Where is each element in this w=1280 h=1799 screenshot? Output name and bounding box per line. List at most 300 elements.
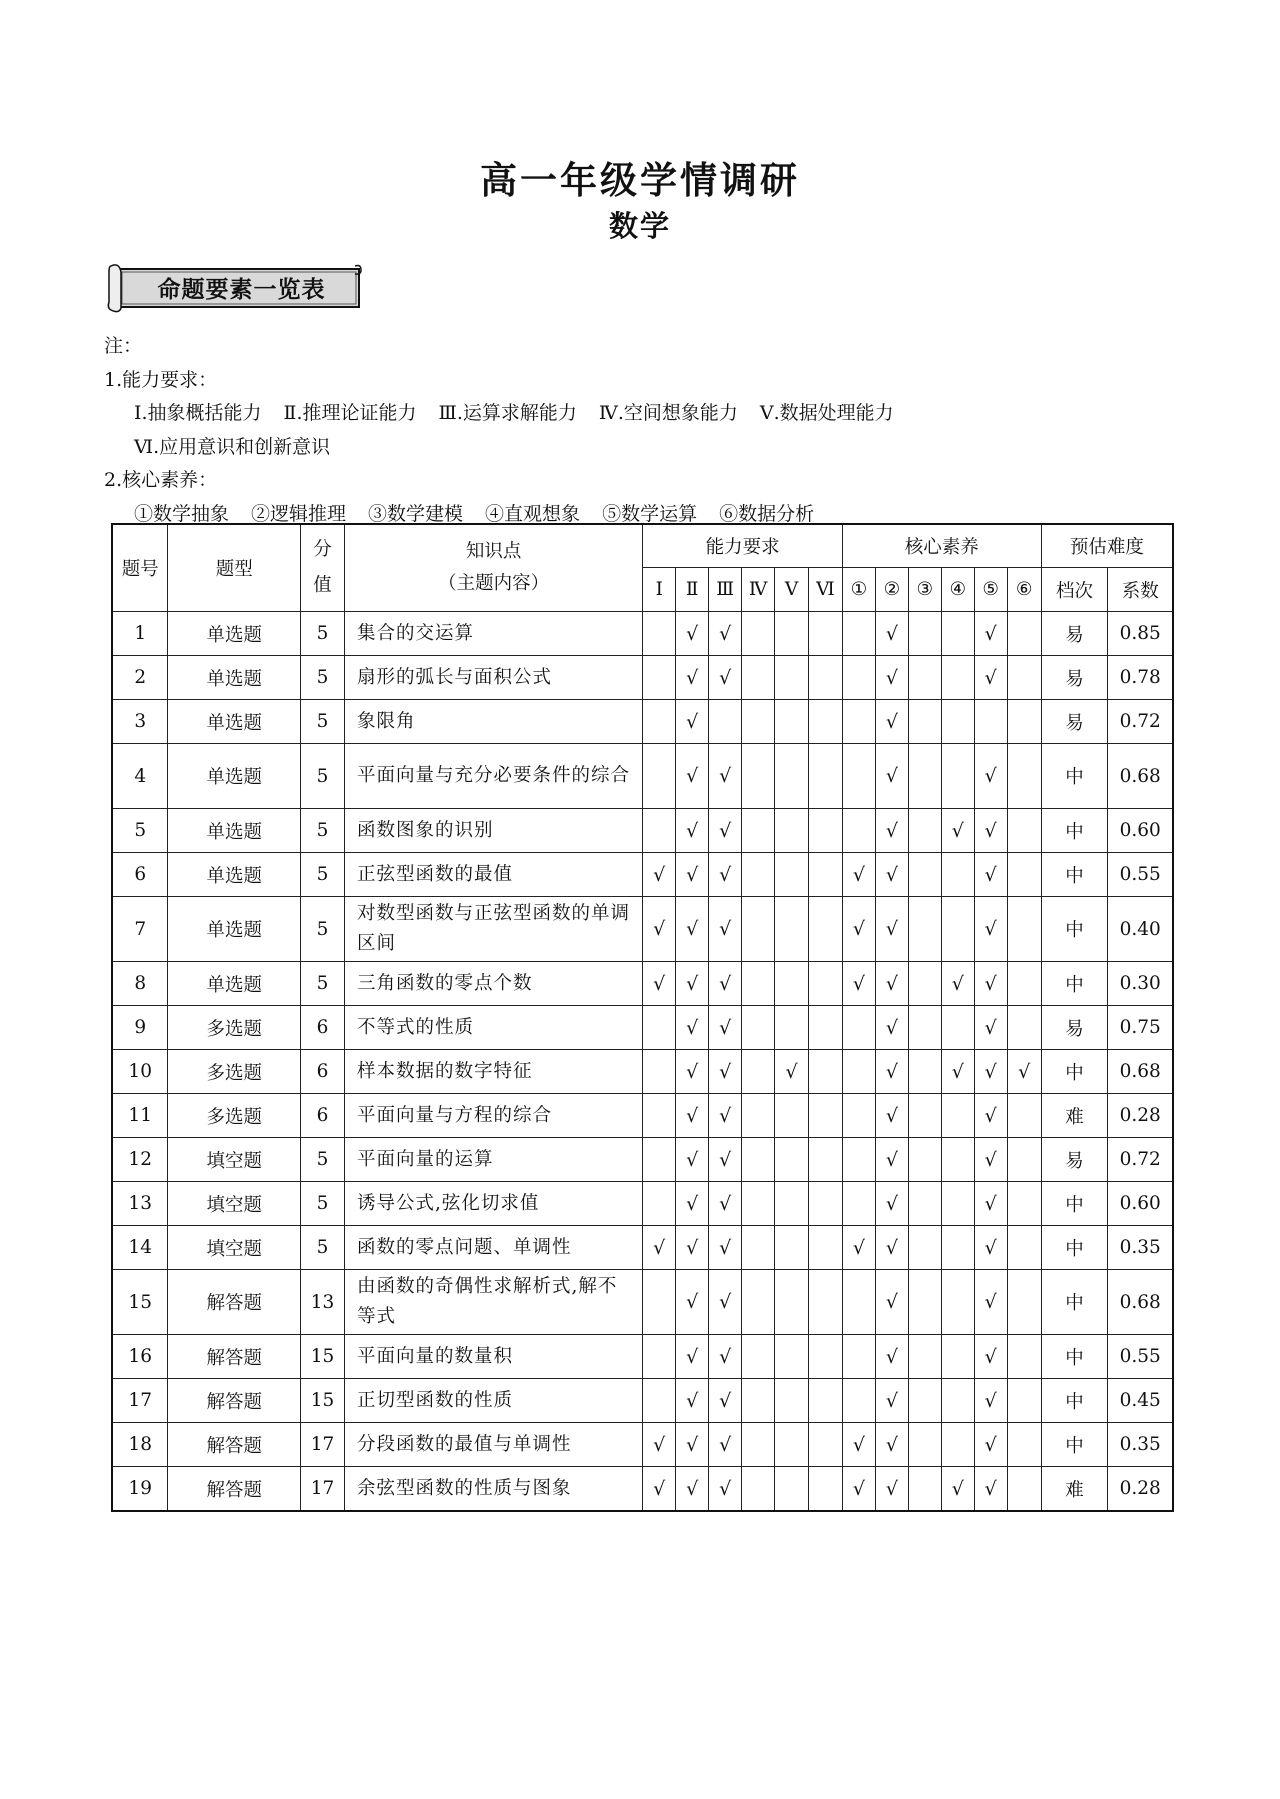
cell-coef: 0.45	[1108, 1379, 1173, 1423]
check-mark: √	[875, 1094, 908, 1138]
table-row	[112, 612, 1173, 656]
cell-literacy	[941, 1270, 974, 1335]
check-mark: √	[676, 744, 709, 809]
check-mark: √	[709, 1138, 742, 1182]
cell-ability	[742, 1006, 775, 1050]
cell-score: 15	[301, 1379, 345, 1423]
cell-type: 解答题	[168, 1379, 301, 1423]
header-level: 档次	[1041, 568, 1108, 612]
cell-literacy	[842, 1182, 875, 1226]
cell-ability	[775, 1226, 809, 1270]
cell-literacy	[1007, 1138, 1041, 1182]
cell-literacy	[941, 1094, 974, 1138]
cell-num: 10	[112, 1050, 168, 1094]
table-row	[112, 1138, 1173, 1182]
cell-coef: 0.55	[1108, 853, 1173, 897]
header-topic-main: 知识点	[465, 541, 522, 562]
check-mark: √	[974, 744, 1007, 809]
cell-score: 5	[301, 612, 345, 656]
cell-literacy	[842, 744, 875, 809]
check-mark: √	[643, 1467, 676, 1512]
table-row	[112, 656, 1173, 700]
check-mark: √	[842, 853, 875, 897]
literacy-item: ②逻辑推理	[251, 502, 347, 525]
cell-literacy	[1007, 853, 1041, 897]
header-ability-col: Ⅱ	[676, 568, 709, 612]
check-mark: √	[709, 1006, 742, 1050]
cell-type: 单选题	[168, 700, 301, 744]
cell-ability	[742, 744, 775, 809]
cell-type: 单选题	[168, 744, 301, 809]
check-mark: √	[875, 962, 908, 1006]
cell-literacy	[1007, 1467, 1041, 1512]
cell-num: 4	[112, 744, 168, 809]
cell-level: 中	[1041, 1050, 1108, 1094]
cell-literacy	[908, 656, 941, 700]
table-row	[112, 1335, 1173, 1379]
notes-section	[104, 330, 916, 531]
check-mark: √	[875, 1467, 908, 1512]
cell-ability	[808, 897, 842, 962]
cell-score: 6	[301, 1094, 345, 1138]
check-mark: √	[842, 1226, 875, 1270]
cell-ability	[742, 1270, 775, 1335]
header-literacy-col: ②	[875, 568, 908, 612]
cell-literacy	[908, 700, 941, 744]
cell-num: 14	[112, 1226, 168, 1270]
cell-ability	[643, 700, 676, 744]
cell-literacy	[1007, 962, 1041, 1006]
cell-score: 5	[301, 700, 345, 744]
check-mark: √	[875, 1050, 908, 1094]
cell-ability	[775, 1138, 809, 1182]
cell-ability	[808, 962, 842, 1006]
check-mark: √	[974, 962, 1007, 1006]
cell-num: 13	[112, 1182, 168, 1226]
cell-level: 易	[1041, 612, 1108, 656]
literacy-item: ⑥数据分析	[719, 502, 815, 525]
cell-ability	[709, 700, 742, 744]
cell-topic: 诱导公式,弦化切求值	[345, 1182, 643, 1226]
header-literacy-col: ①	[842, 568, 875, 612]
check-mark: √	[709, 1094, 742, 1138]
cell-literacy	[842, 1138, 875, 1182]
cell-ability	[742, 1379, 775, 1423]
check-mark: √	[875, 656, 908, 700]
table-row	[112, 744, 1173, 809]
check-mark: √	[974, 1270, 1007, 1335]
cell-literacy	[842, 612, 875, 656]
cell-ability	[808, 1006, 842, 1050]
cell-topic: 函数的零点问题、单调性	[345, 1226, 643, 1270]
cell-level: 中	[1041, 1379, 1108, 1423]
check-mark: √	[875, 612, 908, 656]
cell-literacy	[941, 1335, 974, 1379]
cell-ability	[775, 1423, 809, 1467]
ability-heading: 1.能力要求：	[104, 368, 218, 391]
cell-coef: 0.28	[1108, 1467, 1173, 1512]
check-mark: √	[941, 1050, 974, 1094]
ability-item: Ⅰ.抽象概括能力	[134, 402, 262, 424]
cell-literacy	[908, 962, 941, 1006]
cell-literacy	[941, 1379, 974, 1423]
header-ability-col: Ⅳ	[742, 568, 775, 612]
cell-literacy	[1007, 1182, 1041, 1226]
cell-type: 解答题	[168, 1423, 301, 1467]
cell-ability	[742, 853, 775, 897]
cell-topic: 平面向量的数量积	[345, 1335, 643, 1379]
cell-coef: 0.28	[1108, 1094, 1173, 1138]
check-mark: √	[974, 1335, 1007, 1379]
check-mark: √	[676, 809, 709, 853]
ability-item: Ⅱ.推理论证能力	[283, 402, 417, 424]
cell-literacy	[941, 700, 974, 744]
check-mark: √	[709, 656, 742, 700]
cell-literacy	[1007, 656, 1041, 700]
header-literacy-col: ⑥	[1007, 568, 1041, 612]
table-row	[112, 1094, 1173, 1138]
cell-literacy	[1007, 612, 1041, 656]
cell-score: 13	[301, 1270, 345, 1335]
cell-level: 中	[1041, 853, 1108, 897]
cell-type: 解答题	[168, 1270, 301, 1335]
literacy-heading: 2.核心素养：	[104, 469, 218, 491]
cell-literacy	[842, 1335, 875, 1379]
cell-ability	[643, 1006, 676, 1050]
check-mark: √	[676, 1138, 709, 1182]
cell-literacy	[842, 1094, 875, 1138]
header-ability: 能力要求	[643, 524, 843, 568]
cell-literacy	[941, 1226, 974, 1270]
header-ability-col: Ⅴ	[775, 568, 809, 612]
cell-type: 单选题	[168, 656, 301, 700]
check-mark: √	[842, 1467, 875, 1512]
cell-literacy	[1007, 809, 1041, 853]
cell-literacy	[842, 1006, 875, 1050]
cell-topic: 正弦型函数的最值	[345, 853, 643, 897]
check-mark: √	[974, 1226, 1007, 1270]
header-type: 题型	[168, 524, 301, 612]
cell-ability	[742, 1138, 775, 1182]
cell-coef: 0.72	[1108, 1138, 1173, 1182]
check-mark: √	[875, 700, 908, 744]
cell-type: 单选题	[168, 962, 301, 1006]
table-row	[112, 1467, 1173, 1512]
check-mark: √	[875, 1138, 908, 1182]
table-row	[112, 1182, 1173, 1226]
cell-score: 17	[301, 1467, 345, 1512]
check-mark: √	[1007, 1050, 1041, 1094]
cell-score: 5	[301, 1138, 345, 1182]
cell-literacy	[1007, 700, 1041, 744]
check-mark: √	[676, 1006, 709, 1050]
check-mark: √	[676, 1094, 709, 1138]
cell-literacy	[908, 1094, 941, 1138]
check-mark: √	[875, 1379, 908, 1423]
check-mark: √	[709, 744, 742, 809]
cell-literacy	[908, 1270, 941, 1335]
check-mark: √	[974, 853, 1007, 897]
check-mark: √	[974, 656, 1007, 700]
cell-ability	[808, 809, 842, 853]
cell-num: 5	[112, 809, 168, 853]
ability-item: Ⅳ.空间想象能力	[598, 402, 738, 424]
cell-num: 9	[112, 1006, 168, 1050]
check-mark: √	[676, 853, 709, 897]
cell-literacy	[908, 612, 941, 656]
check-mark: √	[974, 809, 1007, 853]
cell-type: 单选题	[168, 853, 301, 897]
check-mark: √	[875, 1226, 908, 1270]
cell-literacy	[908, 1379, 941, 1423]
check-mark: √	[875, 809, 908, 853]
table-row	[112, 962, 1173, 1006]
table-row	[112, 809, 1173, 853]
cell-ability	[775, 809, 809, 853]
cell-literacy	[908, 1226, 941, 1270]
cell-level: 难	[1041, 1094, 1108, 1138]
header-literacy-col: ③	[908, 568, 941, 612]
cell-num: 11	[112, 1094, 168, 1138]
cell-topic: 余弦型函数的性质与图象	[345, 1467, 643, 1512]
cell-ability	[742, 612, 775, 656]
cell-level: 中	[1041, 897, 1108, 962]
cell-literacy	[908, 1138, 941, 1182]
cell-level: 中	[1041, 744, 1108, 809]
header-ability-col: Ⅵ	[808, 568, 842, 612]
header-literacy-col: ④	[941, 568, 974, 612]
check-mark: √	[974, 1006, 1007, 1050]
header-literacy: 核心素养	[842, 524, 1041, 568]
cell-num: 16	[112, 1335, 168, 1379]
check-mark: √	[709, 1226, 742, 1270]
cell-type: 填空题	[168, 1226, 301, 1270]
cell-score: 15	[301, 1335, 345, 1379]
check-mark: √	[709, 1379, 742, 1423]
cell-literacy	[941, 656, 974, 700]
check-mark: √	[643, 962, 676, 1006]
check-mark: √	[974, 1138, 1007, 1182]
cell-num: 6	[112, 853, 168, 897]
cell-literacy	[908, 1467, 941, 1512]
cell-coef: 0.60	[1108, 809, 1173, 853]
cell-literacy	[842, 1270, 875, 1335]
header-ability-col: Ⅰ	[643, 568, 676, 612]
cell-num: 7	[112, 897, 168, 962]
cell-coef: 0.40	[1108, 897, 1173, 962]
cell-ability	[643, 809, 676, 853]
cell-topic: 平面向量与充分必要条件的综合	[345, 744, 643, 809]
cell-score: 17	[301, 1423, 345, 1467]
cell-ability	[643, 1379, 676, 1423]
header-coef: 系数	[1108, 568, 1173, 612]
cell-level: 中	[1041, 1182, 1108, 1226]
cell-num: 3	[112, 700, 168, 744]
check-mark: √	[709, 612, 742, 656]
check-mark: √	[875, 897, 908, 962]
cell-level: 中	[1041, 962, 1108, 1006]
check-mark: √	[875, 853, 908, 897]
check-mark: √	[643, 853, 676, 897]
cell-literacy	[941, 853, 974, 897]
cell-ability	[775, 1006, 809, 1050]
cell-ability	[742, 1423, 775, 1467]
cell-score: 5	[301, 1182, 345, 1226]
cell-ability	[742, 656, 775, 700]
cell-literacy	[908, 1182, 941, 1226]
check-mark: √	[974, 612, 1007, 656]
cell-ability	[643, 1335, 676, 1379]
cell-topic: 正切型函数的性质	[345, 1379, 643, 1423]
cell-ability	[808, 1182, 842, 1226]
cell-level: 中	[1041, 1226, 1108, 1270]
cell-literacy	[1007, 1335, 1041, 1379]
table-row	[112, 1423, 1173, 1467]
header-score	[301, 524, 345, 612]
cell-ability	[775, 700, 809, 744]
literacy-item: ①数学抽象	[134, 502, 230, 525]
check-mark: √	[974, 1379, 1007, 1423]
cell-literacy	[842, 656, 875, 700]
cell-coef: 0.68	[1108, 1050, 1173, 1094]
elements-table	[111, 523, 1174, 1512]
cell-ability	[643, 1138, 676, 1182]
cell-literacy	[1007, 897, 1041, 962]
banner-label: 命题要素一览表	[157, 277, 326, 303]
check-mark: √	[875, 1006, 908, 1050]
check-mark: √	[974, 1094, 1007, 1138]
notes-label: 注：	[104, 335, 143, 357]
cell-num: 19	[112, 1467, 168, 1512]
cell-ability	[808, 1226, 842, 1270]
literacy-item: ⑤数学运算	[602, 502, 698, 525]
cell-literacy	[1007, 1226, 1041, 1270]
cell-topic: 样本数据的数字特征	[345, 1050, 643, 1094]
check-mark: √	[941, 962, 974, 1006]
cell-score: 5	[301, 656, 345, 700]
cell-ability	[643, 1094, 676, 1138]
check-mark: √	[643, 1423, 676, 1467]
check-mark: √	[709, 1182, 742, 1226]
cell-topic: 分段函数的最值与单调性	[345, 1423, 643, 1467]
cell-ability	[742, 1335, 775, 1379]
cell-topic: 三角函数的零点个数	[345, 962, 643, 1006]
check-mark: √	[676, 1182, 709, 1226]
cell-score: 5	[301, 853, 345, 897]
table-row	[112, 853, 1173, 897]
cell-num: 8	[112, 962, 168, 1006]
cell-literacy	[941, 744, 974, 809]
check-mark: √	[676, 656, 709, 700]
cell-coef: 0.60	[1108, 1182, 1173, 1226]
cell-ability	[808, 1094, 842, 1138]
cell-literacy	[941, 1006, 974, 1050]
page-title: 高一年级学情调研	[480, 158, 800, 202]
cell-num: 18	[112, 1423, 168, 1467]
check-mark: √	[676, 1335, 709, 1379]
ability-item: Ⅴ.数据处理能力	[759, 402, 894, 424]
check-mark: √	[875, 1182, 908, 1226]
cell-ability	[808, 656, 842, 700]
cell-literacy	[941, 1423, 974, 1467]
cell-type: 单选题	[168, 897, 301, 962]
cell-literacy	[908, 1006, 941, 1050]
check-mark: √	[676, 1270, 709, 1335]
check-mark: √	[676, 897, 709, 962]
cell-num: 15	[112, 1270, 168, 1335]
cell-ability	[775, 962, 809, 1006]
cell-coef: 0.35	[1108, 1423, 1173, 1467]
cell-ability	[775, 897, 809, 962]
cell-type: 填空题	[168, 1182, 301, 1226]
cell-level: 易	[1041, 1006, 1108, 1050]
cell-literacy	[941, 1182, 974, 1226]
check-mark: √	[709, 1335, 742, 1379]
cell-coef: 0.72	[1108, 700, 1173, 744]
ability-item: Ⅲ.运算求解能力	[438, 402, 577, 424]
cell-literacy	[941, 612, 974, 656]
cell-coef: 0.30	[1108, 962, 1173, 1006]
header-ability-col: Ⅲ	[709, 568, 742, 612]
table-row	[112, 1270, 1173, 1335]
cell-topic: 由函数的奇偶性求解析式,解不等式	[345, 1270, 643, 1335]
cell-ability	[643, 612, 676, 656]
cell-topic: 扇形的弧长与面积公式	[345, 656, 643, 700]
check-mark: √	[842, 962, 875, 1006]
cell-ability	[742, 1182, 775, 1226]
page-subtitle: 数学	[608, 209, 671, 243]
cell-literacy	[908, 897, 941, 962]
cell-literacy	[1007, 1423, 1041, 1467]
cell-literacy	[941, 897, 974, 962]
cell-ability	[775, 853, 809, 897]
section-banner	[105, 262, 363, 314]
check-mark: √	[643, 1226, 676, 1270]
header-literacy-col: ⑤	[974, 568, 1007, 612]
cell-ability	[808, 1335, 842, 1379]
header-difficulty: 预估难度	[1041, 524, 1173, 568]
cell-ability	[775, 656, 809, 700]
cell-literacy	[1007, 1379, 1041, 1423]
check-mark: √	[941, 1467, 974, 1512]
cell-ability	[742, 1226, 775, 1270]
cell-type: 解答题	[168, 1335, 301, 1379]
cell-coef: 0.68	[1108, 744, 1173, 809]
cell-type: 单选题	[168, 809, 301, 853]
check-mark: √	[676, 1379, 709, 1423]
check-mark: √	[974, 1467, 1007, 1512]
cell-level: 易	[1041, 700, 1108, 744]
cell-coef: 0.75	[1108, 1006, 1173, 1050]
cell-ability	[775, 744, 809, 809]
cell-ability	[775, 1335, 809, 1379]
check-mark: √	[709, 853, 742, 897]
cell-level: 中	[1041, 1270, 1108, 1335]
cell-literacy	[842, 1379, 875, 1423]
cell-ability	[808, 612, 842, 656]
table-row	[112, 1006, 1173, 1050]
cell-ability	[643, 1182, 676, 1226]
check-mark: √	[974, 1182, 1007, 1226]
cell-level: 易	[1041, 1138, 1108, 1182]
cell-literacy	[908, 853, 941, 897]
check-mark: √	[676, 962, 709, 1006]
check-mark: √	[875, 1270, 908, 1335]
cell-ability	[643, 1050, 676, 1094]
cell-literacy	[908, 809, 941, 853]
cell-literacy	[1007, 1006, 1041, 1050]
cell-score: 5	[301, 744, 345, 809]
